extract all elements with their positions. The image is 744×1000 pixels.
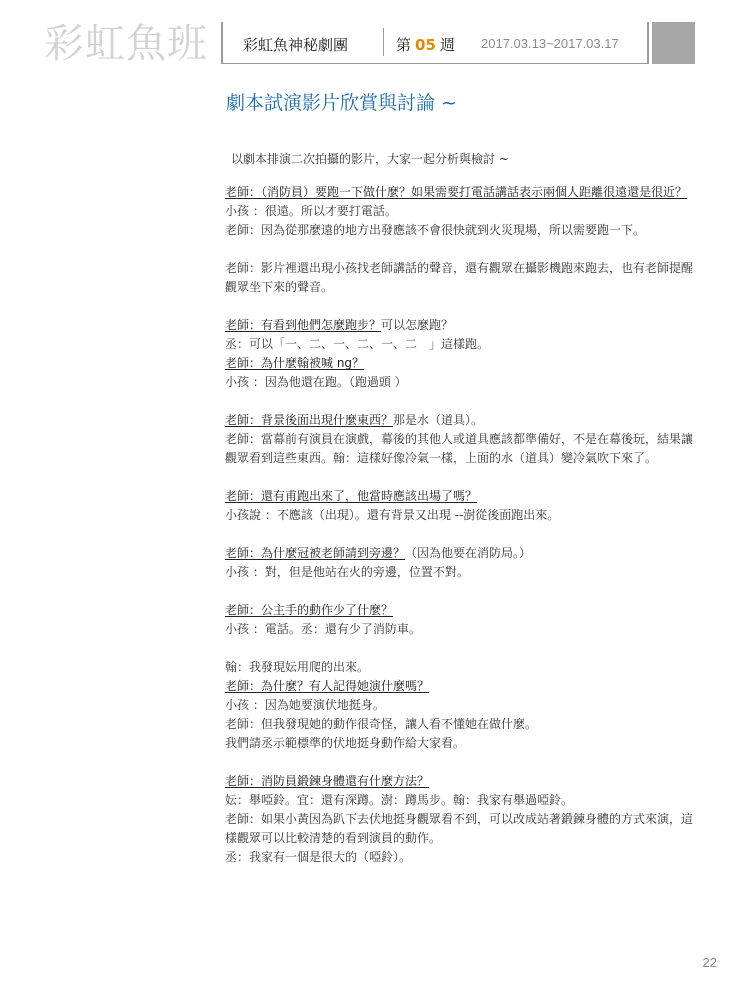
dialogue-line <box>225 354 695 373</box>
block-spacer <box>225 582 695 601</box>
dialogue-text: 小孩 ：對，但是他站在火的旁邊，位置不對。 <box>225 565 469 579</box>
block-spacer <box>225 753 695 772</box>
dialogue-text: 老師：如果小黃因為趴下去伏地挺身觀眾看不到，可以改成站著鍛鍊身體的方式來演，這樣觀眾可以比較清楚的看到演員的動作。 <box>225 812 694 845</box>
dialogue-text: 小孩說 ：不應該（出現）。還有背景又出現 --澍從後面跑出來。 <box>225 508 560 522</box>
teacher-question: 老師：公主手的動作少了什麼？ <box>225 603 394 617</box>
dialogue-line <box>225 411 695 430</box>
header-underline <box>223 63 647 64</box>
dialogue-line <box>225 316 695 335</box>
dialogue-text: 可以怎麼跑？ <box>381 318 454 332</box>
teacher-question: 老師：有看到他們怎麼跑步？ <box>225 318 382 332</box>
teacher-question: 老師：（消防員）要跑一下做什麼？如果需要打電話講話表示兩個人距離很遠還是很近？ <box>225 185 688 199</box>
dialogue-text: 老師：因為從那麼遠的地方出發應該不會很快就到火災現場，所以需要跑一下。 <box>225 223 646 237</box>
dialogue-text: （因為他要在消防局。） <box>405 546 532 560</box>
dialogue-text: 小孩 ：電話。丞：還有少了消防車。 <box>225 622 421 636</box>
page-title: 劇本試演影片欣賞與討論 ~ <box>226 92 457 114</box>
dialogue-line <box>225 658 695 677</box>
dialogue-text: 老師：但我發現她的動作很奇怪，讓人看不懂她在做什麼。 <box>225 717 538 731</box>
dialogue-line <box>225 430 695 468</box>
troupe-name: 彩虹魚神秘劇團 <box>243 36 349 54</box>
dialogue-line <box>225 772 695 791</box>
discussion-content <box>225 150 695 867</box>
header-gray-block <box>652 22 695 64</box>
header-divider <box>383 28 384 56</box>
dialogue-text: 妘：舉啞鈴。宜：還有深蹲。澍：蹲馬步。翰：我家有舉過啞鈴。 <box>225 793 574 807</box>
dialogue-line <box>225 791 695 810</box>
teacher-question: 老師：為什麼翰被喊 ng？ <box>225 356 365 370</box>
dialogue-line <box>225 601 695 620</box>
dialogue-line <box>225 715 695 734</box>
date-range: 2017.03.13~2017.03.17 <box>481 36 619 51</box>
dialogue-text: 我們請丞示範標準的伏地挺身動作給大家看。 <box>225 736 466 750</box>
dialogue-line <box>225 487 695 506</box>
teacher-question: 老師：背景後面出現什麼東西？ <box>225 413 394 427</box>
dialogue-text: 丞：可以「一、二、一、二、一、二 」這樣跑。 <box>225 337 490 351</box>
dialogue-line <box>225 221 695 240</box>
dialogue-line <box>225 183 695 202</box>
block-spacer <box>225 297 695 316</box>
dialogue-line <box>225 620 695 639</box>
block-spacer <box>225 468 695 487</box>
dialogue-line <box>225 335 695 354</box>
week-number: 05 <box>415 36 436 54</box>
dialogue-line <box>225 373 695 392</box>
week-label: 第 05 週 <box>396 36 455 54</box>
dialogue-line <box>225 696 695 715</box>
dialogue-line <box>225 202 695 221</box>
dialogue-text: 那是水（道具）。 <box>393 413 484 427</box>
dialogue-line <box>225 677 695 696</box>
dialogue-line <box>225 810 695 848</box>
dialogue-text: 小孩 ：很遠。所以才要打電話。 <box>225 204 397 218</box>
dialogue-line <box>225 506 695 525</box>
dialogue-line <box>225 259 695 297</box>
teacher-question: 老師：為什麼冠被老師請到旁邊？ <box>225 546 406 560</box>
block-spacer <box>225 525 695 544</box>
dialogue-text: 老師：影片裡還出現小孩找老師講話的聲音，還有觀眾在攝影機跑來跑去，也有老師提醒觀眾坐下來的聲音。 <box>225 261 694 294</box>
dialogue-line <box>225 544 695 563</box>
dialogue-line <box>225 848 695 867</box>
dialogue-line <box>225 563 695 582</box>
dialogue-text: 翰：我發現妘用爬的出來。 <box>225 660 370 674</box>
teacher-question: 老師：為什麼？有人記得她演什麼嗎？ <box>225 679 430 693</box>
block-spacer <box>225 392 695 411</box>
block-spacer <box>225 240 695 259</box>
dialogue-text: 小孩 ：因為她要演伏地挺身。 <box>225 698 385 712</box>
dialogue-text: 老師：當幕前有演員在演戲，幕後的其他人或道具應該都準備好，不是在幕後玩，結果讓觀眾看到這些東西。翰：這樣好像冷氣一樣，上面的水（道具）變冷氣吹下來了。 <box>225 432 694 465</box>
page-number: 22 <box>702 955 717 970</box>
dialogue-line <box>225 734 695 753</box>
teacher-question: 老師：消防員鍛鍊身體還有什麼方法？ <box>225 774 430 788</box>
dialogue-text: 小孩 ：因為他還在跑。（跑過頭 ） <box>225 375 407 389</box>
teacher-question: 老師：還有甫跑出來了，他當時應該出場了嗎？ <box>225 489 478 503</box>
header-bar <box>221 22 649 64</box>
class-logo-text: 彩虹魚班 <box>44 21 208 67</box>
dialogue-text: 丞：我家有一個是很大的（啞鈴）。 <box>225 850 412 864</box>
block-spacer <box>225 639 695 658</box>
intro-text: 以劇本排演二次拍攝的影片，大家一起分析與檢討 ~ <box>231 152 509 166</box>
